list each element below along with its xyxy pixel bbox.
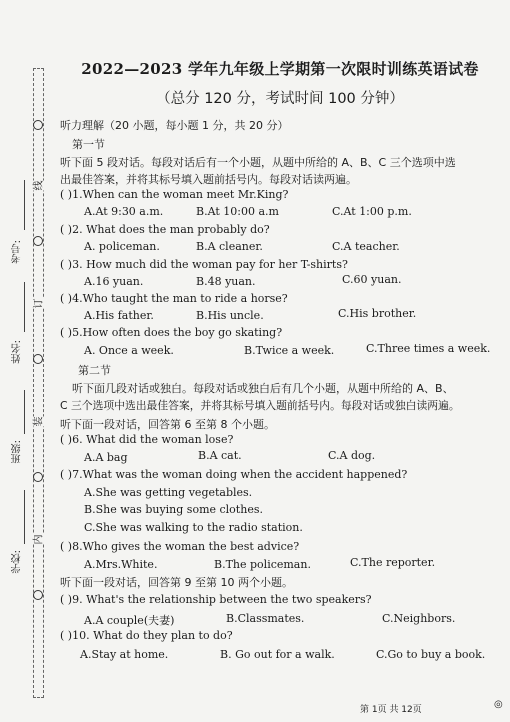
margin-char-ding: 订: [30, 299, 45, 309]
part1-instructions-line2: 出最佳答案，并将其标号填入题前括号内。每段对话读两遍。: [60, 173, 357, 186]
question-8-option-c: C.The reporter.: [350, 556, 436, 569]
margin-char-nei: 内: [30, 535, 45, 545]
exam-subtitle: （总分 120 分，考试时间 100 分钟）: [156, 91, 404, 107]
name-label: 姓名:: [12, 340, 23, 364]
question-10-stem: ( )10. What do they plan to do?: [60, 629, 233, 642]
question-3-stem: ( )3. How much did the woman pay for her T-shirts?: [60, 258, 348, 271]
part2-instructions-line2: C 三个选项中选出最佳答案，并将其标号填入题前括号内。每段对话或独白读两遍。: [60, 399, 460, 412]
question-7-stem: ( )7.What was the woman doing when the accident happened?: [60, 468, 408, 481]
question-1-option-c: C.At 1:00 p.m.: [332, 205, 412, 218]
question-7-option-b: B.She was buying some clothes.: [84, 503, 263, 516]
question-3-option-b: B.48 yuan.: [196, 275, 256, 288]
binding-hole: [33, 590, 43, 600]
page-number: 第 1页 共 12页: [360, 705, 422, 715]
question-6-option-c: C.A dog.: [328, 449, 376, 462]
binding-hole: [33, 472, 43, 482]
question-9-option-c: C.Neighbors.: [382, 612, 456, 625]
question-3-option-c: C.60 yuan.: [342, 273, 402, 286]
question-7-option-a: A.She was getting vegetables.: [84, 486, 253, 499]
question-2-stem: ( )2. What does the man probably do?: [60, 223, 270, 236]
margin-char-xian: 线: [30, 181, 45, 191]
question-5-option-c: C.Three times a week.: [366, 342, 491, 355]
question-3-option-a: A.16 yuan.: [84, 275, 144, 288]
binding-hole: [33, 236, 43, 246]
part2-heading: 第二节: [78, 364, 111, 377]
name-line: [24, 282, 26, 332]
corner-mark-icon: ◎: [494, 699, 503, 710]
question-1-stem: ( )1.When can the woman meet Mr.King?: [60, 188, 289, 201]
question-7-option-c: C.She was walking to the radio station.: [84, 521, 303, 534]
question-4-stem: ( )4.Who taught the man to ride a horse?: [60, 292, 288, 305]
part1-heading: 第一节: [72, 138, 105, 151]
question-9-option-b: B.Classmates.: [226, 612, 305, 625]
question-1-option-b: B.At 10:00 a.m: [196, 205, 279, 218]
question-2-option-c: C.A teacher.: [332, 240, 400, 253]
question-10-option-b: B. Go out for a walk.: [220, 648, 335, 661]
exam-number-line: [24, 180, 26, 230]
question-4-option-a: A.His father.: [84, 309, 154, 322]
binding-hole: [33, 120, 43, 130]
question-2-option-b: B.A cleaner.: [196, 240, 263, 253]
class-line: [24, 390, 26, 434]
question-5-option-b: B.Twice a week.: [244, 344, 335, 357]
question-4-option-c: C.His brother.: [338, 307, 417, 320]
school-label: 学校:: [12, 550, 23, 574]
question-8-stem: ( )8.Who gives the woman the best advice?: [60, 540, 300, 553]
question-8-option-b: B.The policeman.: [214, 558, 311, 571]
margin-char-zhuang: 装: [30, 417, 45, 427]
school-line: [24, 490, 26, 544]
class-label: 班级:: [12, 440, 23, 464]
question-4-option-b: B.His uncle.: [196, 309, 264, 322]
question-6-option-b: B.A cat.: [198, 449, 242, 462]
part2-instructions-line3: 听下面一段对话，回答第 6 至第 8 个小题。: [60, 418, 275, 431]
question-6-stem: ( )6. What did the woman lose?: [60, 433, 234, 446]
binding-hole: [33, 354, 43, 364]
question-10-option-a: A.Stay at home.: [80, 648, 169, 661]
part2-instructions-line1: 听下面几段对话或独白。每段对话或独白后有几个小题，从题中所给的 A、B、: [72, 382, 454, 395]
question-10-option-c: C.Go to buy a book.: [376, 648, 486, 661]
question-2-option-a: A. policeman.: [84, 240, 160, 253]
question-9-stem: ( )9. What's the relationship between the two speakers?: [60, 593, 372, 606]
question-1-option-a: A.At 9:30 a.m.: [84, 205, 164, 218]
question-6-option-a: A.A bag: [84, 451, 128, 464]
question-5-stem: ( )5.How often does the boy go skating?: [60, 326, 283, 339]
part1-instructions-line1: 听下面 5 段对话。每段对话后有一个小题，从题中所给的 A、B、C 三个选项中选: [60, 156, 456, 169]
question-5-option-a: A. Once a week.: [84, 344, 174, 357]
part2-instructions-line4: 听下面一段对话，回答第 9 至第 10 两个小题。: [60, 576, 293, 589]
exam-title: 2022—2023 学年九年级上学期第一次限时训练英语试卷: [81, 60, 479, 78]
question-8-option-a: A.Mrs.White.: [84, 558, 158, 571]
section-heading: 听力理解（20 小题，每小题 1 分，共 20 分）: [60, 119, 289, 132]
binding-margin-box: [33, 68, 44, 698]
question-9-option-a: A.A couple(夫妻): [84, 614, 175, 627]
exam-number-label: 考号:: [12, 240, 23, 264]
